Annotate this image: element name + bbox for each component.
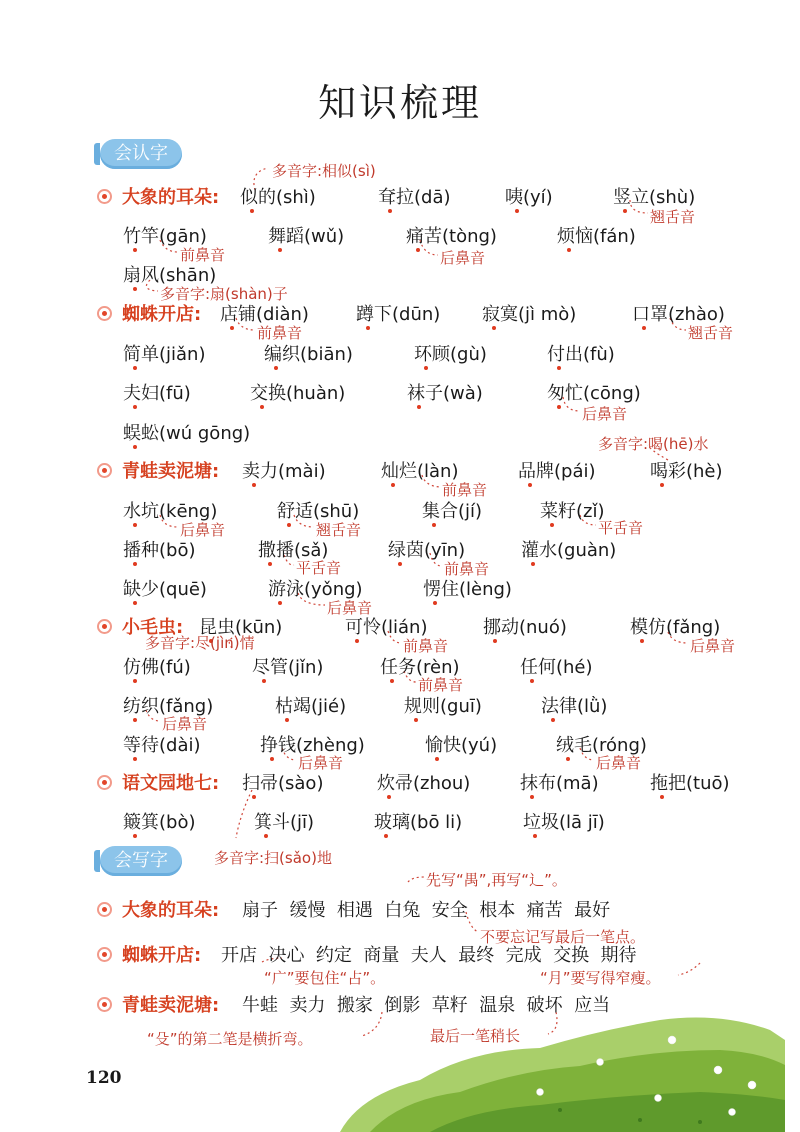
write-lesson-title: 大象的耳朵: (122, 900, 220, 921)
write-lesson-title: 青蛙卖泥塘: (122, 995, 220, 1016)
emphasis-dot (388, 209, 392, 213)
emphasis-dot (414, 718, 418, 722)
annotation-note: 前鼻音 (444, 560, 490, 578)
vocab-word: 痛苦(tòng) (406, 226, 497, 247)
emphasis-dot (252, 795, 256, 799)
vocab-word: 竖立(shù) (613, 187, 696, 208)
emphasis-dot (623, 209, 627, 213)
annotation-note: 后鼻音 (582, 405, 628, 423)
annotation-note: 翘舌音 (316, 521, 362, 539)
annotation-note: 多音字:扫(sǎo)地 (214, 849, 332, 867)
annotation-note: 前鼻音 (180, 246, 226, 264)
annotation-note: 翘舌音 (650, 208, 696, 226)
emphasis-dot (642, 326, 646, 330)
emphasis-dot (133, 287, 137, 291)
emphasis-dot (355, 639, 359, 643)
annotation-note: 先写“禺”,再写“辶”。 (426, 871, 567, 889)
vocab-word: 寂寞(jì mò) (482, 304, 577, 325)
vocab-word: 卖力(mài) (242, 461, 326, 482)
emphasis-dot (133, 562, 137, 566)
vocab-word: 绿茵(yīn) (388, 540, 466, 561)
vocab-word: 简单(jiǎn) (123, 344, 206, 365)
annotation-note: 多音字:扇(shàn)子 (160, 285, 288, 303)
emphasis-dot (270, 757, 274, 761)
emphasis-dot (133, 757, 137, 761)
vocab-word: 愣住(lèng) (423, 579, 512, 600)
vocab-word: 法律(lǜ) (541, 696, 608, 717)
bullet-icon (97, 947, 112, 962)
emphasis-dot (390, 679, 394, 683)
write-characters-line: 开店 决心 约定 商量 夫人 最终 完成 交换 期待 (221, 945, 637, 966)
vocab-word: 模仿(fǎng) (630, 617, 721, 638)
vocab-word: 灌水(guàn) (521, 540, 617, 561)
vocab-word: 仿佛(fú) (123, 657, 191, 678)
emphasis-dot (133, 248, 137, 252)
annotation-note: 前鼻音 (442, 481, 488, 499)
write-characters-line: 牛蛙 卖力 搬家 倒影 草籽 温泉 破坏 应当 (242, 995, 611, 1016)
emphasis-dot (530, 795, 534, 799)
emphasis-dot (264, 834, 268, 838)
annotation-note: 前鼻音 (257, 324, 303, 342)
annotation-note: “殳”的第二笔是横折弯。 (147, 1030, 313, 1048)
vocab-word: 蜈蚣(wú gōng) (123, 423, 251, 444)
vocab-word: 品牌(pái) (518, 461, 596, 482)
annotation-note: “广”要包住“占”。 (264, 969, 386, 987)
emphasis-dot (557, 366, 561, 370)
emphasis-dot (252, 483, 256, 487)
grass-illustration (340, 1018, 785, 1132)
emphasis-dot (278, 601, 282, 605)
page-number: 120 (86, 1068, 122, 1088)
emphasis-dot (133, 405, 137, 409)
vocab-word: 耷拉(dā) (378, 187, 451, 208)
annotation-note: 平舌音 (296, 559, 342, 577)
annotation-note: 多音字:喝(hē)水 (598, 435, 709, 453)
vocab-word: 菜籽(zǐ) (540, 501, 605, 522)
emphasis-dot (133, 834, 137, 838)
emphasis-dot (133, 679, 137, 683)
vocab-word: 环顾(gù) (414, 344, 487, 365)
vocab-word: 蹲下(dūn) (356, 304, 441, 325)
section-tag-write: 会写字 (100, 846, 182, 876)
annotation-note: “月”要写得窄瘦。 (540, 969, 661, 987)
vocab-word: 灿烂(làn) (381, 461, 459, 482)
vocab-word: 夫妇(fū) (123, 383, 191, 404)
lesson-title: 蜘蛛开店: (122, 304, 202, 325)
section-tag-recognize: 会认字 (100, 139, 182, 169)
bullet-icon (97, 463, 112, 478)
vocab-word: 似的(shì) (240, 187, 316, 208)
annotation-note: 多音字:尽(jìn)情 (145, 634, 255, 652)
vocab-word: 交换(huàn) (250, 383, 346, 404)
lesson-title: 语文园地七: (122, 773, 220, 794)
emphasis-dot (660, 483, 664, 487)
vocab-word: 集合(jí) (422, 501, 483, 522)
emphasis-dot (528, 483, 532, 487)
emphasis-dot (133, 445, 137, 449)
vocab-word: 玻璃(bō li) (374, 812, 463, 833)
page-title: 知识梳理 (317, 81, 482, 125)
vocab-word: 规则(guī) (404, 696, 482, 717)
emphasis-dot (416, 248, 420, 252)
emphasis-dot (250, 209, 254, 213)
write-lesson-title: 蜘蛛开店: (122, 945, 202, 966)
emphasis-dot (432, 523, 436, 527)
emphasis-dot (133, 523, 137, 527)
vocab-word: 竹竿(gān) (123, 226, 207, 247)
emphasis-dot (398, 562, 402, 566)
annotation-note: 后鼻音 (440, 249, 486, 267)
emphasis-dot (287, 523, 291, 527)
annotation-note: 平舌音 (598, 519, 644, 537)
vocab-word: 可怜(lián) (345, 617, 428, 638)
emphasis-dot (384, 834, 388, 838)
emphasis-dot (278, 248, 282, 252)
vocab-word: 缺少(quē) (123, 579, 207, 600)
annotation-note: 后鼻音 (180, 521, 226, 539)
vocab-word: 任务(rèn) (380, 657, 460, 678)
annotation-note: 后鼻音 (596, 754, 642, 772)
emphasis-dot (417, 405, 421, 409)
emphasis-dot (133, 601, 137, 605)
vocab-word: 纺织(fǎng) (123, 696, 214, 717)
annotation-note: 前鼻音 (403, 637, 449, 655)
vocab-word: 口罩(zhào) (632, 304, 725, 325)
vocab-word: 撒播(sǎ) (258, 540, 329, 561)
emphasis-dot (640, 639, 644, 643)
annotation-note: 后鼻音 (690, 637, 736, 655)
bullet-icon (97, 997, 112, 1012)
vocab-word: 昆虫(kūn) (199, 617, 283, 638)
vocab-word: 愉快(yú) (425, 735, 498, 756)
emphasis-dot (285, 718, 289, 722)
vocab-word: 绒毛(róng) (556, 735, 647, 756)
lesson-title: 青蛙卖泥塘: (122, 461, 220, 482)
annotation-note: 后鼻音 (327, 599, 373, 617)
vocab-word: 袜子(wà) (407, 383, 483, 404)
annotation-note: 后鼻音 (298, 754, 344, 772)
emphasis-dot (515, 209, 519, 213)
emphasis-dot (424, 366, 428, 370)
vocab-word: 舞蹈(wǔ) (268, 226, 345, 247)
emphasis-dot (567, 248, 571, 252)
vocab-word: 挪动(nuó) (483, 617, 567, 638)
bullet-icon (97, 306, 112, 321)
bullet-icon (97, 189, 112, 204)
lesson-title: 大象的耳朵: (122, 187, 220, 208)
vocab-word: 烦恼(fán) (557, 226, 636, 247)
vocab-word: 等待(dài) (123, 735, 201, 756)
vocab-word: 任何(hé) (520, 657, 593, 678)
emphasis-dot (493, 639, 497, 643)
emphasis-dot (533, 834, 537, 838)
vocab-word: 水坑(kēng) (123, 501, 218, 522)
emphasis-dot (551, 718, 555, 722)
vocab-word: 炊帚(zhou) (377, 773, 471, 794)
vocab-word: 播种(bō) (123, 540, 196, 561)
vocab-word: 舒适(shū) (277, 501, 360, 522)
annotation-note: 前鼻音 (418, 676, 464, 694)
emphasis-dot (550, 523, 554, 527)
vocab-word: 簸箕(bò) (123, 812, 196, 833)
vocab-word: 匆忙(cōng) (547, 383, 641, 404)
emphasis-dot (133, 366, 137, 370)
vocab-word: 枯竭(jié) (275, 696, 347, 717)
annotation-note: 不要忘记写最后一笔点。 (480, 928, 646, 946)
vocab-word: 箕斗(jī) (254, 812, 315, 833)
emphasis-dot (531, 562, 535, 566)
emphasis-dot (530, 679, 534, 683)
vocab-word: 拖把(tuō) (650, 773, 730, 794)
emphasis-dot (274, 366, 278, 370)
emphasis-dot (260, 405, 264, 409)
vocab-word: 编织(biān) (264, 344, 353, 365)
bullet-icon (97, 619, 112, 634)
emphasis-dot (492, 326, 496, 330)
lesson-title: 小毛虫: (122, 617, 184, 638)
annotation-note: 后鼻音 (162, 715, 208, 733)
bullet-icon (97, 902, 112, 917)
vocab-word: 咦(yí) (505, 187, 553, 208)
emphasis-dot (268, 562, 272, 566)
vocab-word: 喝彩(hè) (650, 461, 723, 482)
emphasis-dot (435, 757, 439, 761)
vocab-word: 抹布(mā) (520, 773, 599, 794)
emphasis-dot (566, 757, 570, 761)
vocab-word: 付出(fù) (547, 344, 615, 365)
bullet-icon (97, 775, 112, 790)
vocab-word: 店铺(diàn) (220, 304, 309, 325)
vocab-word: 扇风(shān) (123, 265, 217, 286)
emphasis-dot (433, 601, 437, 605)
vocab-word: 扫帚(sào) (242, 773, 324, 794)
vocab-word: 尽管(jǐn) (252, 657, 324, 678)
emphasis-dot (230, 326, 234, 330)
annotation-note: 翘舌音 (688, 324, 734, 342)
emphasis-dot (133, 718, 137, 722)
annotation-note: 多音字:相似(sì) (272, 162, 376, 180)
emphasis-dot (387, 795, 391, 799)
vocab-word: 游泳(yǒng) (268, 579, 363, 600)
annotation-note: 最后一笔稍长 (430, 1027, 521, 1045)
emphasis-dot (660, 795, 664, 799)
emphasis-dot (557, 405, 561, 409)
write-characters-line: 扇子 缓慢 相遇 白兔 安全 根本 痛苦 最好 (242, 900, 611, 921)
vocab-word: 垃圾(lā jī) (523, 812, 605, 833)
emphasis-dot (366, 326, 370, 330)
emphasis-dot (391, 483, 395, 487)
emphasis-dot (262, 679, 266, 683)
vocab-word: 挣钱(zhèng) (260, 735, 365, 756)
